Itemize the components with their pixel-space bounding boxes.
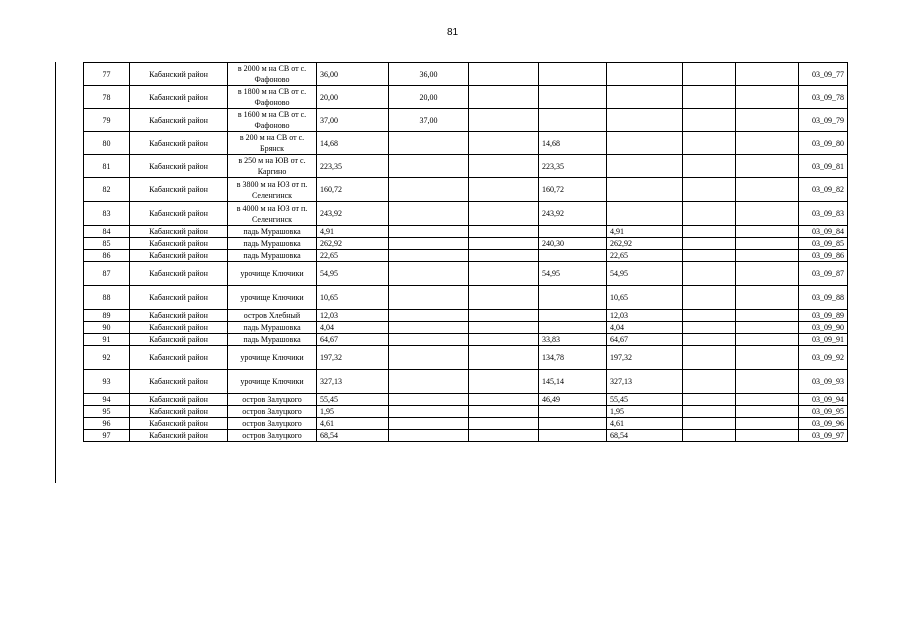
table-row bbox=[84, 202, 848, 226]
area-total-cell: 54,95 bbox=[317, 262, 389, 286]
value-col-3-cell bbox=[469, 394, 539, 406]
value-col-2-cell: 37,00 bbox=[389, 109, 469, 132]
value-col-3-cell bbox=[469, 155, 539, 178]
margin-line bbox=[55, 62, 56, 483]
value-col-7-cell bbox=[736, 334, 799, 346]
value-col-2-cell bbox=[389, 132, 469, 155]
value-col-6-cell bbox=[683, 238, 736, 250]
area-total-cell: 4,04 bbox=[317, 322, 389, 334]
location-cell: остров Хлебный bbox=[228, 310, 317, 322]
district-cell: Кабанский район bbox=[130, 178, 228, 202]
value-col-3-cell bbox=[469, 86, 539, 109]
value-col-2-cell bbox=[389, 178, 469, 202]
value-col-2-cell bbox=[389, 286, 469, 310]
value-col-5-cell bbox=[607, 63, 683, 86]
value-col-3-cell bbox=[469, 370, 539, 394]
value-col-4-cell bbox=[539, 86, 607, 109]
object-code-cell: 03_09_79 bbox=[799, 109, 848, 132]
object-code-cell: 03_09_84 bbox=[799, 226, 848, 238]
location-cell: в 4000 м на ЮЗ от п. Селенгинск bbox=[228, 202, 317, 226]
object-code-cell: 03_09_81 bbox=[799, 155, 848, 178]
district-cell: Кабанский район bbox=[130, 310, 228, 322]
value-col-6-cell bbox=[683, 86, 736, 109]
value-col-3-cell bbox=[469, 109, 539, 132]
value-col-4-cell: 160,72 bbox=[539, 178, 607, 202]
table-row bbox=[84, 250, 848, 262]
value-col-5-cell: 22,65 bbox=[607, 250, 683, 262]
value-col-7-cell bbox=[736, 262, 799, 286]
district-cell: Кабанский район bbox=[130, 334, 228, 346]
row-number-cell: 83 bbox=[84, 202, 130, 226]
district-cell: Кабанский район bbox=[130, 394, 228, 406]
object-code-cell: 03_09_95 bbox=[799, 406, 848, 418]
row-number-cell: 87 bbox=[84, 262, 130, 286]
object-code-cell: 03_09_91 bbox=[799, 334, 848, 346]
area-total-cell: 197,32 bbox=[317, 346, 389, 370]
value-col-7-cell bbox=[736, 132, 799, 155]
district-cell: Кабанский район bbox=[130, 202, 228, 226]
table-row bbox=[84, 132, 848, 155]
value-col-6-cell bbox=[683, 406, 736, 418]
value-col-6-cell bbox=[683, 132, 736, 155]
value-col-6-cell bbox=[683, 178, 736, 202]
row-number-cell: 93 bbox=[84, 370, 130, 394]
value-col-4-cell: 14,68 bbox=[539, 132, 607, 155]
object-code-cell: 03_09_94 bbox=[799, 394, 848, 406]
location-cell: урочище Ключики bbox=[228, 262, 317, 286]
value-col-4-cell bbox=[539, 226, 607, 238]
row-number-cell: 92 bbox=[84, 346, 130, 370]
area-total-cell: 22,65 bbox=[317, 250, 389, 262]
value-col-6-cell bbox=[683, 430, 736, 442]
district-cell: Кабанский район bbox=[130, 286, 228, 310]
value-col-4-cell: 145,14 bbox=[539, 370, 607, 394]
area-total-cell: 36,00 bbox=[317, 63, 389, 86]
location-cell: падь Мурашовка bbox=[228, 250, 317, 262]
row-number-cell: 81 bbox=[84, 155, 130, 178]
value-col-2-cell bbox=[389, 334, 469, 346]
value-col-4-cell: 223,35 bbox=[539, 155, 607, 178]
object-code-cell: 03_09_97 bbox=[799, 430, 848, 442]
row-number-cell: 96 bbox=[84, 418, 130, 430]
value-col-2-cell bbox=[389, 202, 469, 226]
object-code-cell: 03_09_93 bbox=[799, 370, 848, 394]
value-col-7-cell bbox=[736, 109, 799, 132]
object-code-cell: 03_09_96 bbox=[799, 418, 848, 430]
location-cell: остров Залуцкого bbox=[228, 430, 317, 442]
value-col-6-cell bbox=[683, 250, 736, 262]
value-col-6-cell bbox=[683, 155, 736, 178]
value-col-3-cell bbox=[469, 238, 539, 250]
district-cell: Кабанский район bbox=[130, 238, 228, 250]
district-cell: Кабанский район bbox=[130, 406, 228, 418]
row-number-cell: 86 bbox=[84, 250, 130, 262]
row-number-cell: 89 bbox=[84, 310, 130, 322]
value-col-5-cell: 197,32 bbox=[607, 346, 683, 370]
value-col-7-cell bbox=[736, 394, 799, 406]
object-code-cell: 03_09_88 bbox=[799, 286, 848, 310]
value-col-2-cell bbox=[389, 226, 469, 238]
table-row bbox=[84, 178, 848, 202]
value-col-4-cell: 46,49 bbox=[539, 394, 607, 406]
value-col-7-cell bbox=[736, 322, 799, 334]
location-cell: в 1800 м на СВ от с. Фафоново bbox=[228, 86, 317, 109]
row-number-cell: 88 bbox=[84, 286, 130, 310]
value-col-5-cell bbox=[607, 155, 683, 178]
value-col-4-cell bbox=[539, 310, 607, 322]
table-row bbox=[84, 370, 848, 394]
value-col-3-cell bbox=[469, 202, 539, 226]
value-col-3-cell bbox=[469, 418, 539, 430]
value-col-3-cell bbox=[469, 406, 539, 418]
object-code-cell: 03_09_80 bbox=[799, 132, 848, 155]
value-col-7-cell bbox=[736, 86, 799, 109]
value-col-5-cell bbox=[607, 178, 683, 202]
row-number-cell: 78 bbox=[84, 86, 130, 109]
table-row bbox=[84, 418, 848, 430]
value-col-5-cell: 54,95 bbox=[607, 262, 683, 286]
location-cell: урочище Ключики bbox=[228, 370, 317, 394]
table-row bbox=[84, 322, 848, 334]
location-cell: урочище Ключики bbox=[228, 286, 317, 310]
value-col-5-cell: 64,67 bbox=[607, 334, 683, 346]
row-number-cell: 94 bbox=[84, 394, 130, 406]
location-cell: в 1600 м на СВ от с. Фафоново bbox=[228, 109, 317, 132]
row-number-cell: 84 bbox=[84, 226, 130, 238]
table-row bbox=[84, 109, 848, 132]
row-number-cell: 97 bbox=[84, 430, 130, 442]
area-total-cell: 262,92 bbox=[317, 238, 389, 250]
value-col-5-cell: 4,04 bbox=[607, 322, 683, 334]
value-col-4-cell bbox=[539, 109, 607, 132]
value-col-2-cell: 36,00 bbox=[389, 63, 469, 86]
land-plots-table bbox=[83, 62, 848, 442]
value-col-7-cell bbox=[736, 178, 799, 202]
table-row bbox=[84, 394, 848, 406]
value-col-7-cell bbox=[736, 406, 799, 418]
object-code-cell: 03_09_86 bbox=[799, 250, 848, 262]
value-col-6-cell bbox=[683, 322, 736, 334]
value-col-2-cell bbox=[389, 310, 469, 322]
table-row bbox=[84, 346, 848, 370]
district-cell: Кабанский район bbox=[130, 86, 228, 109]
value-col-3-cell bbox=[469, 322, 539, 334]
table-row bbox=[84, 226, 848, 238]
district-cell: Кабанский район bbox=[130, 132, 228, 155]
value-col-7-cell bbox=[736, 202, 799, 226]
value-col-5-cell: 1,95 bbox=[607, 406, 683, 418]
value-col-6-cell bbox=[683, 262, 736, 286]
table-row bbox=[84, 334, 848, 346]
value-col-4-cell bbox=[539, 322, 607, 334]
value-col-6-cell bbox=[683, 286, 736, 310]
value-col-6-cell bbox=[683, 418, 736, 430]
area-total-cell: 12,03 bbox=[317, 310, 389, 322]
value-col-7-cell bbox=[736, 250, 799, 262]
value-col-7-cell bbox=[736, 155, 799, 178]
area-total-cell: 327,13 bbox=[317, 370, 389, 394]
area-total-cell: 4,91 bbox=[317, 226, 389, 238]
value-col-3-cell bbox=[469, 63, 539, 86]
area-total-cell: 223,35 bbox=[317, 155, 389, 178]
value-col-6-cell bbox=[683, 109, 736, 132]
value-col-3-cell bbox=[469, 132, 539, 155]
table-row bbox=[84, 310, 848, 322]
value-col-5-cell bbox=[607, 109, 683, 132]
value-col-7-cell bbox=[736, 370, 799, 394]
value-col-4-cell: 134,78 bbox=[539, 346, 607, 370]
value-col-6-cell bbox=[683, 310, 736, 322]
object-code-cell: 03_09_87 bbox=[799, 262, 848, 286]
value-col-7-cell bbox=[736, 430, 799, 442]
value-col-2-cell bbox=[389, 322, 469, 334]
value-col-3-cell bbox=[469, 262, 539, 286]
location-cell: в 2000 м на СВ от с. Фафоново bbox=[228, 63, 317, 86]
table-row bbox=[84, 238, 848, 250]
value-col-4-cell: 33,83 bbox=[539, 334, 607, 346]
location-cell: падь Мурашовка bbox=[228, 334, 317, 346]
value-col-7-cell bbox=[736, 418, 799, 430]
district-cell: Кабанский район bbox=[130, 370, 228, 394]
value-col-2-cell bbox=[389, 155, 469, 178]
row-number-cell: 82 bbox=[84, 178, 130, 202]
row-number-cell: 85 bbox=[84, 238, 130, 250]
table-row bbox=[84, 262, 848, 286]
value-col-4-cell bbox=[539, 418, 607, 430]
value-col-3-cell bbox=[469, 286, 539, 310]
district-cell: Кабанский район bbox=[130, 430, 228, 442]
value-col-3-cell bbox=[469, 310, 539, 322]
area-total-cell: 160,72 bbox=[317, 178, 389, 202]
row-number-cell: 79 bbox=[84, 109, 130, 132]
row-number-cell: 90 bbox=[84, 322, 130, 334]
object-code-cell: 03_09_89 bbox=[799, 310, 848, 322]
value-col-4-cell bbox=[539, 250, 607, 262]
area-total-cell: 243,92 bbox=[317, 202, 389, 226]
area-total-cell: 20,00 bbox=[317, 86, 389, 109]
value-col-6-cell bbox=[683, 226, 736, 238]
table-row bbox=[84, 430, 848, 442]
value-col-2-cell bbox=[389, 262, 469, 286]
location-cell: остров Залуцкого bbox=[228, 406, 317, 418]
value-col-4-cell bbox=[539, 430, 607, 442]
value-col-2-cell bbox=[389, 370, 469, 394]
value-col-4-cell: 54,95 bbox=[539, 262, 607, 286]
value-col-6-cell bbox=[683, 63, 736, 86]
value-col-5-cell bbox=[607, 202, 683, 226]
object-code-cell: 03_09_85 bbox=[799, 238, 848, 250]
object-code-cell: 03_09_92 bbox=[799, 346, 848, 370]
value-col-4-cell bbox=[539, 286, 607, 310]
value-col-5-cell: 4,91 bbox=[607, 226, 683, 238]
table-row bbox=[84, 63, 848, 86]
location-cell: в 200 м на СВ от с. Брянск bbox=[228, 132, 317, 155]
area-total-cell: 68,54 bbox=[317, 430, 389, 442]
location-cell: остров Залуцкого bbox=[228, 418, 317, 430]
district-cell: Кабанский район bbox=[130, 63, 228, 86]
value-col-2-cell bbox=[389, 418, 469, 430]
value-col-5-cell: 327,13 bbox=[607, 370, 683, 394]
value-col-7-cell bbox=[736, 63, 799, 86]
value-col-4-cell bbox=[539, 63, 607, 86]
area-total-cell: 10,65 bbox=[317, 286, 389, 310]
value-col-6-cell bbox=[683, 334, 736, 346]
value-col-2-cell bbox=[389, 238, 469, 250]
value-col-2-cell bbox=[389, 430, 469, 442]
value-col-3-cell bbox=[469, 178, 539, 202]
table-row bbox=[84, 155, 848, 178]
location-cell: падь Мурашовка bbox=[228, 238, 317, 250]
area-total-cell: 14,68 bbox=[317, 132, 389, 155]
value-col-2-cell: 20,00 bbox=[389, 86, 469, 109]
value-col-3-cell bbox=[469, 430, 539, 442]
value-col-3-cell bbox=[469, 250, 539, 262]
district-cell: Кабанский район bbox=[130, 346, 228, 370]
value-col-4-cell: 240,30 bbox=[539, 238, 607, 250]
table-row bbox=[84, 406, 848, 418]
value-col-7-cell bbox=[736, 310, 799, 322]
value-col-2-cell bbox=[389, 250, 469, 262]
value-col-2-cell bbox=[389, 346, 469, 370]
district-cell: Кабанский район bbox=[130, 262, 228, 286]
object-code-cell: 03_09_83 bbox=[799, 202, 848, 226]
row-number-cell: 80 bbox=[84, 132, 130, 155]
row-number-cell: 95 bbox=[84, 406, 130, 418]
district-cell: Кабанский район bbox=[130, 155, 228, 178]
location-cell: в 3800 м на ЮЗ от п. Селенгинск bbox=[228, 178, 317, 202]
value-col-5-cell: 68,54 bbox=[607, 430, 683, 442]
area-total-cell: 55,45 bbox=[317, 394, 389, 406]
table-row bbox=[84, 286, 848, 310]
page-number: 81 bbox=[446, 27, 459, 38]
value-col-5-cell bbox=[607, 132, 683, 155]
district-cell: Кабанский район bbox=[130, 226, 228, 238]
row-number-cell: 77 bbox=[84, 63, 130, 86]
area-total-cell: 37,00 bbox=[317, 109, 389, 132]
area-total-cell: 4,61 bbox=[317, 418, 389, 430]
value-col-4-cell bbox=[539, 406, 607, 418]
district-cell: Кабанский район bbox=[130, 250, 228, 262]
value-col-2-cell bbox=[389, 406, 469, 418]
location-cell: урочище Ключики bbox=[228, 346, 317, 370]
value-col-4-cell: 243,92 bbox=[539, 202, 607, 226]
value-col-6-cell bbox=[683, 370, 736, 394]
value-col-6-cell bbox=[683, 394, 736, 406]
district-cell: Кабанский район bbox=[130, 109, 228, 132]
area-total-cell: 1,95 bbox=[317, 406, 389, 418]
value-col-5-cell: 4,61 bbox=[607, 418, 683, 430]
value-col-7-cell bbox=[736, 226, 799, 238]
object-code-cell: 03_09_77 bbox=[799, 63, 848, 86]
value-col-6-cell bbox=[683, 346, 736, 370]
district-cell: Кабанский район bbox=[130, 322, 228, 334]
value-col-5-cell bbox=[607, 86, 683, 109]
object-code-cell: 03_09_78 bbox=[799, 86, 848, 109]
value-col-7-cell bbox=[736, 286, 799, 310]
value-col-5-cell: 262,92 bbox=[607, 238, 683, 250]
value-col-6-cell bbox=[683, 202, 736, 226]
location-cell: остров Залуцкого bbox=[228, 394, 317, 406]
table-row bbox=[84, 86, 848, 109]
value-col-3-cell bbox=[469, 226, 539, 238]
value-col-3-cell bbox=[469, 334, 539, 346]
object-code-cell: 03_09_82 bbox=[799, 178, 848, 202]
district-cell: Кабанский район bbox=[130, 418, 228, 430]
value-col-7-cell bbox=[736, 346, 799, 370]
location-cell: падь Мурашовка bbox=[228, 322, 317, 334]
location-cell: в 250 м на ЮВ от с. Каргино bbox=[228, 155, 317, 178]
value-col-7-cell bbox=[736, 238, 799, 250]
value-col-5-cell: 12,03 bbox=[607, 310, 683, 322]
location-cell: падь Мурашовка bbox=[228, 226, 317, 238]
row-number-cell: 91 bbox=[84, 334, 130, 346]
value-col-3-cell bbox=[469, 346, 539, 370]
value-col-5-cell: 55,45 bbox=[607, 394, 683, 406]
value-col-5-cell: 10,65 bbox=[607, 286, 683, 310]
area-total-cell: 64,67 bbox=[317, 334, 389, 346]
value-col-2-cell bbox=[389, 394, 469, 406]
object-code-cell: 03_09_90 bbox=[799, 322, 848, 334]
